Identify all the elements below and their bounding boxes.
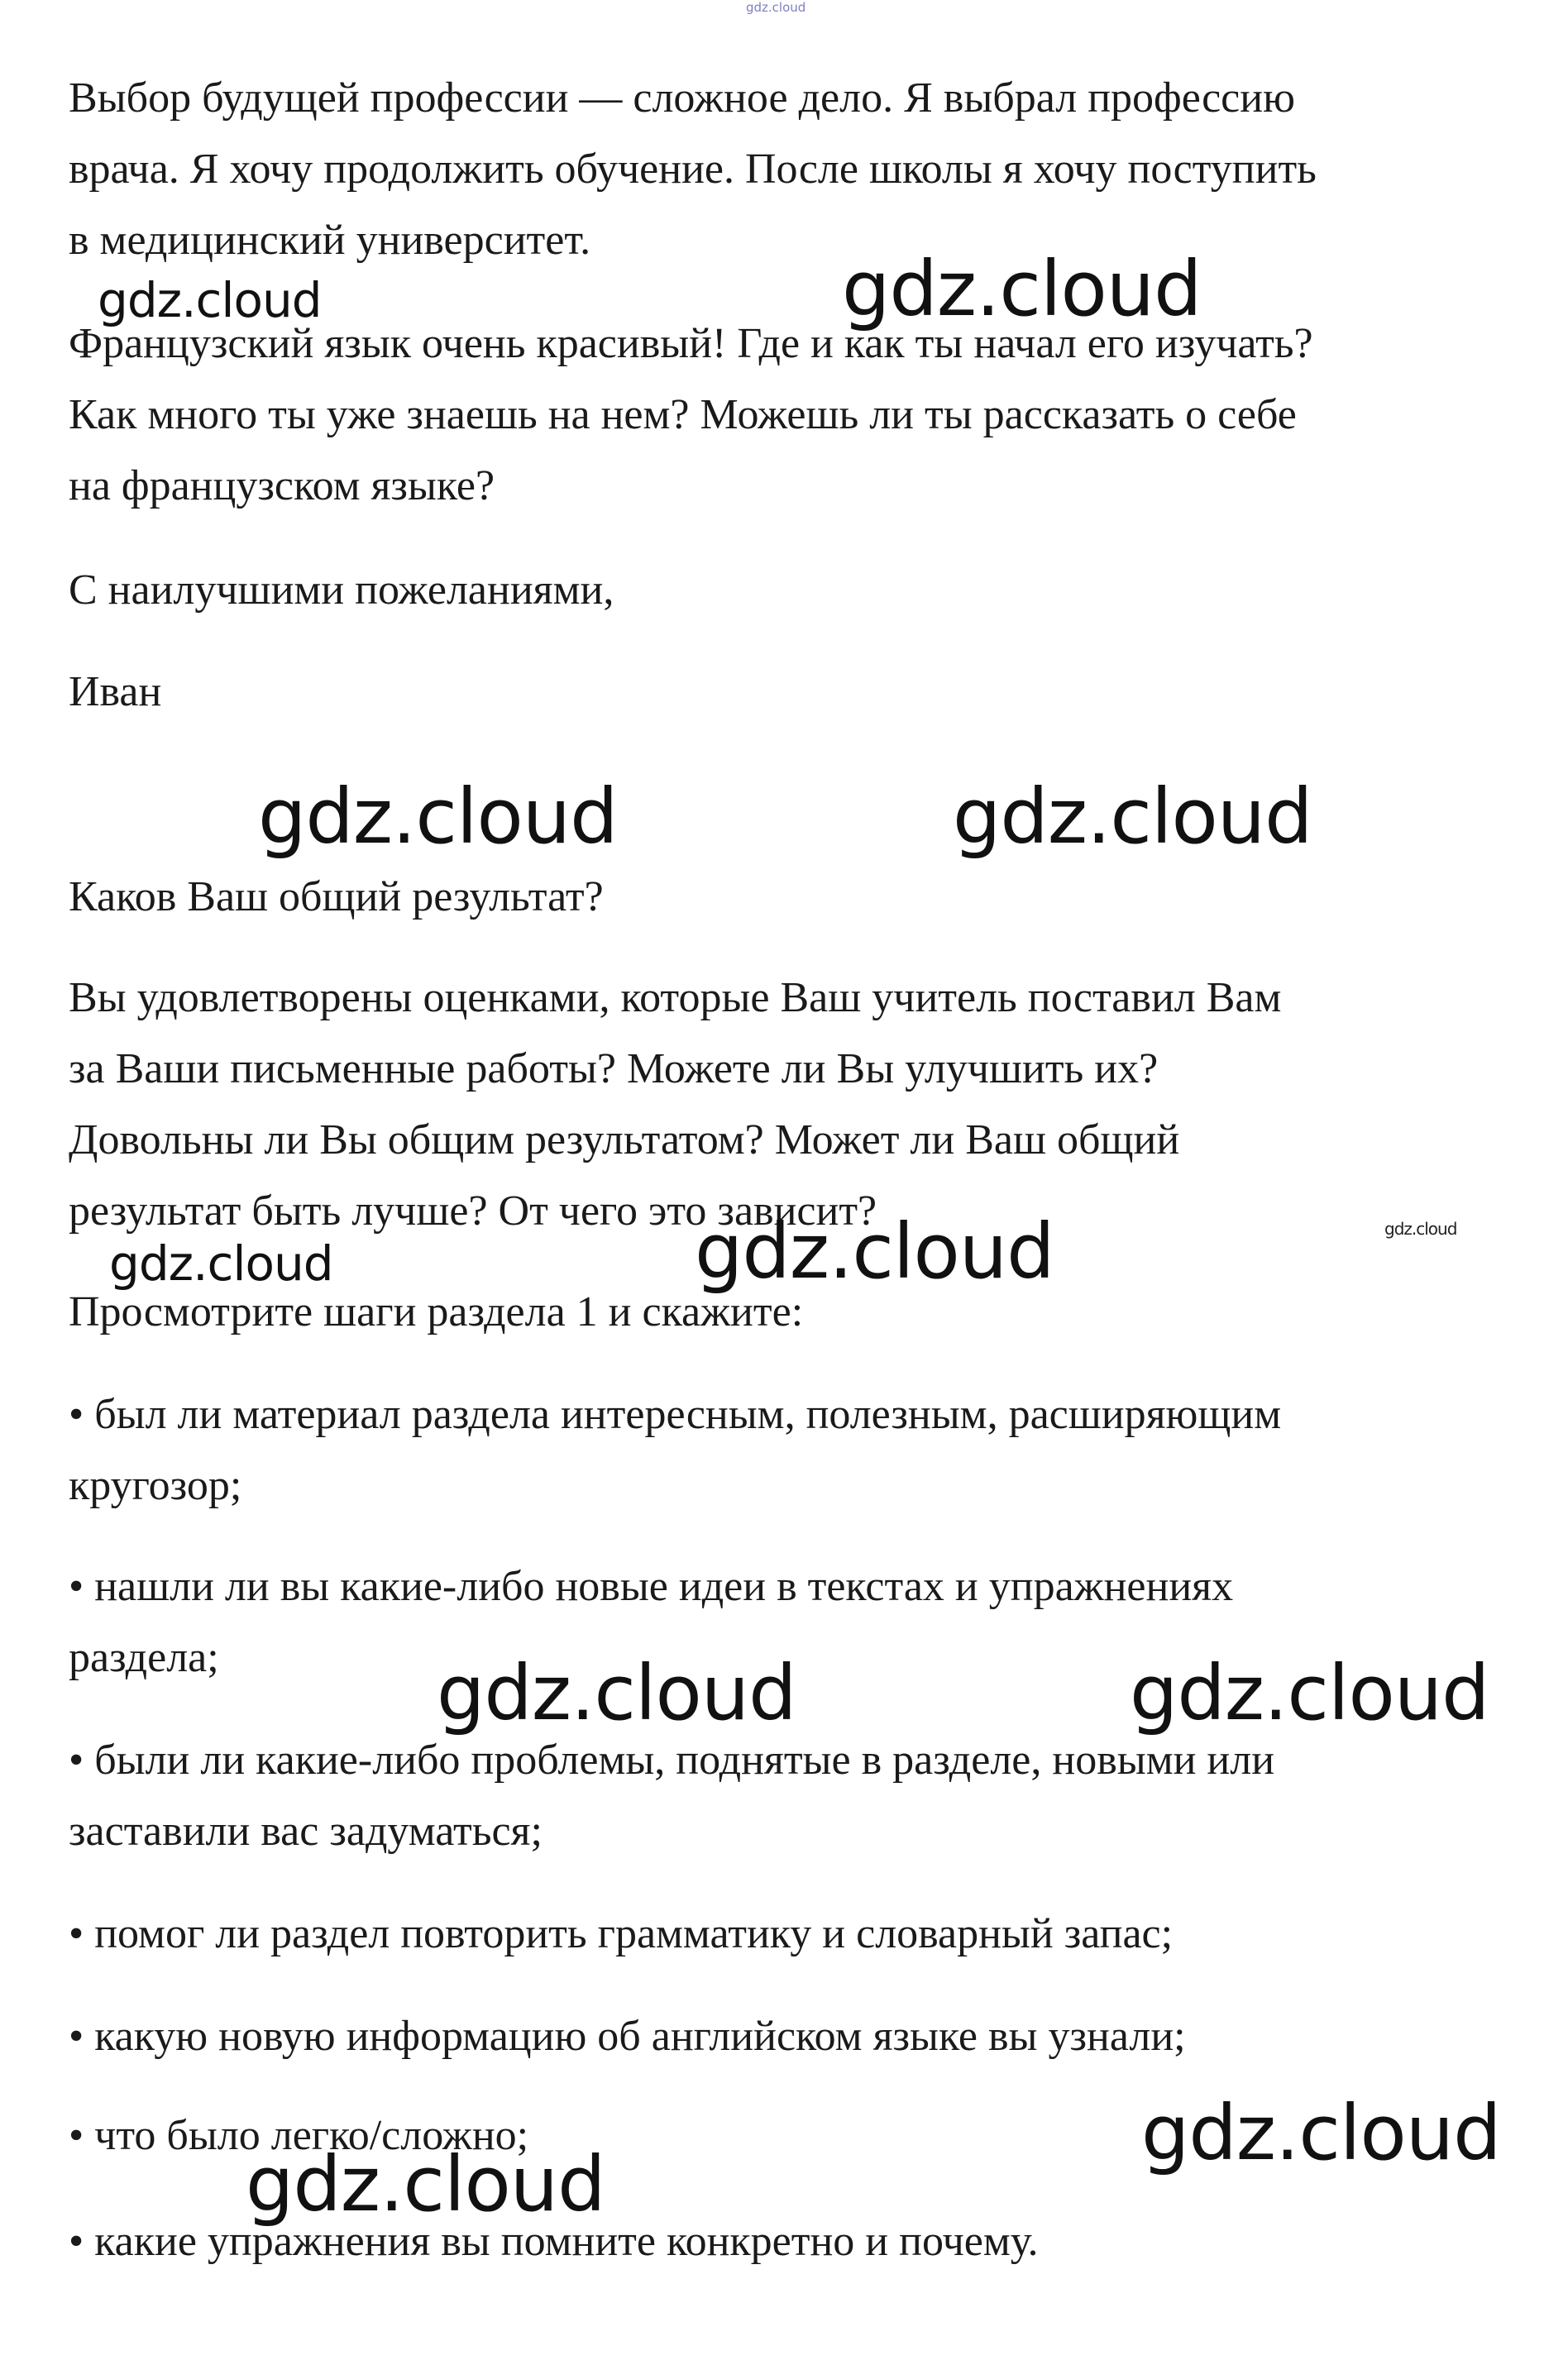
watermark: gdz.cloud <box>246 2140 605 2229</box>
watermark: gdz.cloud <box>953 772 1312 861</box>
paragraph-closing: С наилучшими пожеланиями, <box>69 566 614 614</box>
paragraph-signature: Иван <box>69 668 162 715</box>
bullet-item-easy-hard: • что было легко/сложно; <box>69 2112 529 2159</box>
bullet-item-ideas: • нашли ли вы какие-либо новые идеи в текстах и упражнениях раздела; <box>69 1563 1234 1681</box>
watermark: gdz.cloud <box>842 245 1202 333</box>
bullet-item-english-info: • какую новую информацию об английском языке вы узнали; <box>69 2013 1186 2060</box>
watermark: gdz.cloud <box>1384 1219 1457 1239</box>
paragraph-result-heading: Каков Ваш общий результат? <box>69 873 604 920</box>
bullet-item-exercises: • какие упражнения вы помните конкретно и почему. <box>69 2218 1039 2265</box>
watermark: gdz.cloud <box>258 772 618 861</box>
watermark-top: gdz.cloud <box>746 0 806 15</box>
watermark: gdz.cloud <box>695 1207 1054 1296</box>
paragraph-profession: Выбор будущей профессии — сложное дело. Я выбрал профессию врача. Я хочу продолжить обучение. После школы я хочу поступить в медицинский университет. <box>69 74 1317 264</box>
paragraph-review-intro: Просмотрите шаги раздела 1 и скажите: <box>69 1288 804 1335</box>
bullet-item-grammar: • помог ли раздел повторить грамматику и словарный запас; <box>69 1910 1174 1957</box>
watermark: gdz.cloud <box>1130 1649 1489 1737</box>
watermark: gdz.cloud <box>109 1235 333 1292</box>
bullet-item-material: • был ли материал раздела интересным, полезным, расширяющим кругозор; <box>69 1391 1282 1509</box>
paragraph-result-questions: Вы удовлетворены оценками, которые Ваш учитель поставил Вам за Ваши письменные работы? Можете ли Вы улучшить их? Довольны ли Вы общим результатом? Может ли Ваш общий результат быть лучше? От чего это зависит? <box>69 974 1282 1235</box>
watermark: gdz.cloud <box>1141 2089 1501 2177</box>
paragraph-french-question: Французский язык очень красивый! Где и как ты начал его изучать? Как много ты уже знаешь на нем? Можешь ли ты рассказать о себе на французском языке? <box>69 320 1313 509</box>
watermark: gdz.cloud <box>437 1649 796 1737</box>
watermark: gdz.cloud <box>98 272 322 328</box>
bullet-item-problems: • были ли какие-либо проблемы, поднятые в разделе, новыми или заставили вас задуматься; <box>69 1737 1275 1855</box>
